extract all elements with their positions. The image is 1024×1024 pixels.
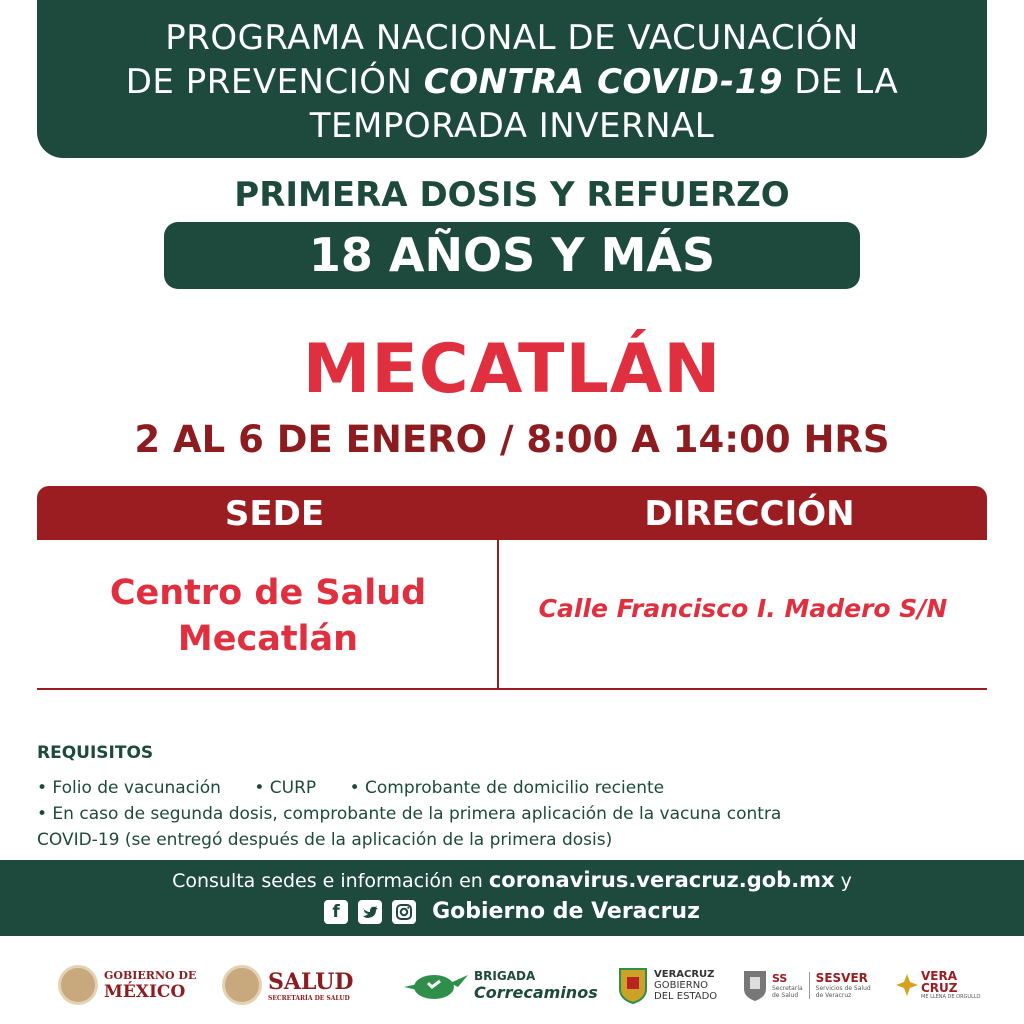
- header-emphasis: CONTRA COVID-19: [423, 62, 783, 102]
- sede-header: SEDE: [224, 494, 325, 534]
- requisito-curp: • CURP: [254, 778, 317, 798]
- direccion-header: DIRECCIÓN: [644, 494, 855, 534]
- salud-logo-line-2: SECRETARÍA DE SALUD: [268, 994, 350, 1002]
- requisito-segunda-dosis-2: COVID-19 (se entregó después de la aplicación de la primera dosis): [37, 830, 613, 850]
- consulta-text: [0, 860, 1024, 891]
- dose-subtitle: PRIMERA DOSIS Y REFUERZO: [234, 175, 790, 215]
- sesver-logo-line-2: de Veracruz: [815, 992, 852, 999]
- header-line-2-post: DE LA: [783, 62, 899, 102]
- ss-sesver-logo: [742, 960, 871, 1010]
- veracruz-star-icon: [896, 974, 918, 996]
- requisitos-list: [37, 775, 987, 853]
- salud-logo-line-1: SALUD: [268, 968, 354, 995]
- brigada-logo-line-2: Correcaminos: [474, 982, 598, 1002]
- salud-seal-icon: [222, 965, 262, 1005]
- requisito-domicilio: • Comprobante de domicilio reciente: [349, 778, 665, 798]
- mexico-seal-icon: [58, 965, 98, 1005]
- requisito-folio: • Folio de vacunación: [37, 778, 221, 798]
- gobierno-veracruz-handle: Gobierno de Veracruz: [432, 899, 700, 924]
- veracruz-logo-line-2: GOBIERNO: [654, 979, 709, 991]
- veracruz-logo-line-3: DEL ESTADO: [654, 990, 718, 1002]
- brigada-correcaminos-logo: [402, 960, 598, 1010]
- veracruz-orgullo-logo: [896, 960, 980, 1010]
- ss-logo-line-1: Secretaría: [772, 984, 803, 992]
- social-row: [0, 899, 1024, 924]
- ss-shield-icon: [742, 967, 768, 1003]
- table-bottom-border: [37, 688, 987, 690]
- instagram-icon[interactable]: [392, 900, 416, 924]
- sede-line-2: Mecatlán: [177, 619, 359, 659]
- city-title: MECATLÁN: [302, 330, 722, 409]
- consulta-post: y: [834, 870, 852, 892]
- vera-slogan: ME LLENA DE ORGULLO: [921, 994, 981, 1000]
- veracruz-shield-icon: [618, 965, 648, 1005]
- correcaminos-bird-icon: [402, 965, 470, 1005]
- age-badge: 18 AÑOS Y MÁS: [164, 222, 860, 289]
- header-banner: [37, 0, 987, 158]
- footer-band: [0, 860, 1024, 936]
- veracruz-logo-line-1: VERACRUZ: [654, 968, 715, 980]
- requisito-segunda-dosis-1: • En caso de segunda dosis, comprobante de la primera aplicación de la vacuna contra: [37, 804, 782, 824]
- table-body: [37, 540, 987, 690]
- header-line-1: PROGRAMA NACIONAL DE VACUNACIÓN: [165, 18, 859, 58]
- vera-logo-line-2: CRUZ: [921, 981, 958, 995]
- ss-logo-title: SS: [772, 971, 788, 985]
- mexico-logo-line-2: MÉXICO: [104, 981, 186, 1002]
- table-header: [37, 486, 987, 540]
- requisitos-title: REQUISITOS: [37, 743, 154, 763]
- veracruz-gobierno-logo: [618, 960, 717, 1010]
- twitter-icon[interactable]: [358, 900, 382, 924]
- schedule-text: 2 AL 6 DE ENERO / 8:00 A 14:00 HRS: [134, 418, 890, 461]
- consulta-pre: Consulta sedes e información en: [172, 870, 489, 892]
- facebook-icon[interactable]: f: [324, 900, 348, 924]
- mexico-logo-line-1: GOBIERNO DE: [104, 968, 197, 982]
- header-line-2-pre: DE PREVENCIÓN: [125, 62, 424, 102]
- direccion-cell: Calle Francisco I. Madero S/N: [538, 594, 948, 623]
- sede-line-1: Centro de Salud: [109, 573, 427, 613]
- logos-bar: [0, 950, 1024, 1024]
- header-line-2: [37, 60, 987, 104]
- salud-logo: [222, 960, 354, 1010]
- header-line-3: TEMPORADA INVERNAL: [309, 106, 715, 146]
- sesver-logo-line-1: Servicios de Salud: [815, 985, 871, 992]
- website-link[interactable]: coronavirus.veracruz.gob.mx: [488, 868, 835, 892]
- brigada-logo-line-1: BRIGADA: [474, 968, 536, 983]
- requisitos-row-1: [37, 775, 987, 801]
- sesver-logo-title: SESVER: [815, 971, 868, 985]
- sede-cell: [37, 570, 499, 662]
- vera-logo-line-1: VERA: [921, 969, 958, 983]
- ss-logo-line-2: de Salud: [772, 991, 799, 999]
- gobierno-mexico-logo: [58, 960, 196, 1010]
